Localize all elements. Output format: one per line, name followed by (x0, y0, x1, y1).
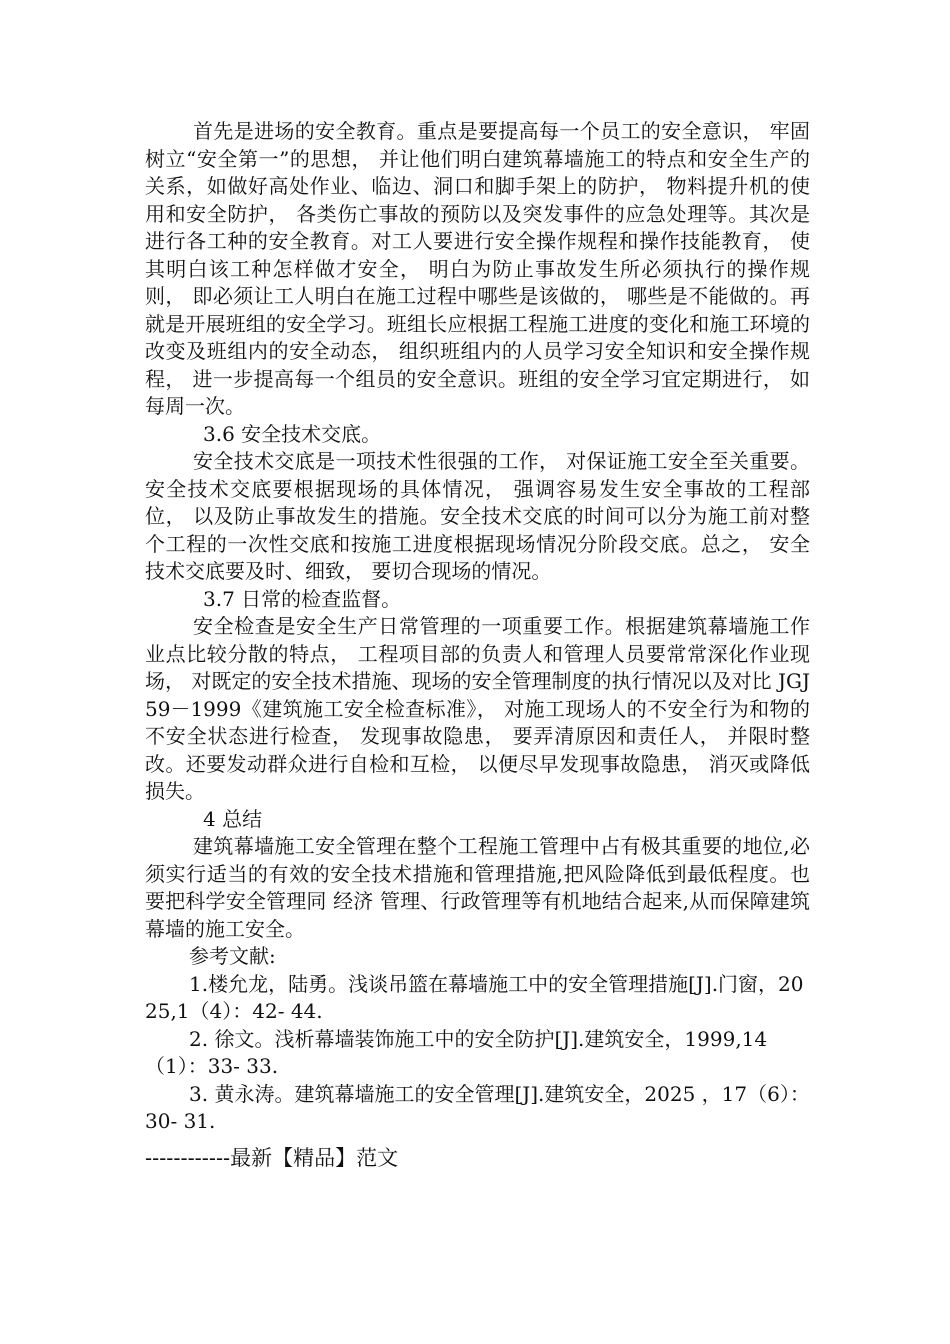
reference-item-2: 2. 徐文。浅析幕墙装饰施工中的安全防护[J].建筑安全，1999,14（1）：33- 33. (145, 1026, 768, 1078)
paragraph-tech-briefing: 安全技术交底是一项技术性很强的工作， 对保证施工安全至关重要。安全技术交底要根据现场的具体情况， 强调容易发生安全事故的工程部位， 以及防止事故发生的措施。安全技术交底的时间可以分为施工前对整个工程的一次性交底和按施工进度根据现场情况分阶段交底。总之， 安全技术交底要及时、细致， 要切合现场的情况。 (145, 449, 810, 583)
references-title: 参考文献: (189, 944, 276, 968)
document-body (145, 118, 810, 1136)
page-footer: ------------最新【精品】范文 (145, 1146, 399, 1170)
section-heading-3-6: 3.6 安全技术交底。 (203, 421, 382, 446)
paragraph-inspection: 安全检查是安全生产日常管理的一项重要工作。根据建筑幕墙施工作业点比较分散的特点， 工程项目部的负责人和管理人员要常常深化作业现场， 对既定的安全技术措施、现场的安全管理制度的执行情况以及对比 JGJ 59－1999《建筑施工安全检查标准》， 对施工现场人的不安全行为和物的不安全状态进行检查， 发现事故隐患， 要弄清原因和责任人， 并限时整改。还要发动群众进行自检和互检， 以便尽早发现事故隐患， 消灭或降低损失。 (145, 614, 810, 803)
paragraph-safety-education: 首先是进场的安全教育。重点是要提高每一个员工的安全意识， 牢固树立“安全第一”的思想， 并让他们明白建筑幕墙施工的特点和安全生产的关系，如做好高处作业、临边、洞口和脚手架上的防护， 物料提升机的使用和安全防护， 各类伤亡事故的预防以及突发事件的应急处理等。其次是进行各工种的安全教育。对工人要进行安全操作规程和操作技能教育， 使其明白该工种怎样做才安全， 明白为防止事故发生所必须执行的操作规则， 即必须让工人明白在施工过程中哪些是该做的， 哪些是不能做的。再就是开展班组的安全学习。班组长应根据工程施工进度的变化和施工环境的改变及班组内的安全动态， 组织班组内的人员学习安全知识和安全操作规程， 进一步提高每一个组员的安全意识。班组的安全学习宜定期进行， 如每周一次。 (145, 119, 810, 418)
section-heading-3-7: 3.7 日常的检查监督。 (203, 586, 402, 611)
reference-item-1: 1.楼允龙，陆勇。浅谈吊篮在幕墙施工中的安全管理措施[J].门窗，2025,1（4）：42- 44. (145, 971, 804, 1023)
paragraph-summary: 建筑幕墙施工安全管理在整个工程施工管理中占有极其重要的地位,必须实行适当的有效的安全技术措施和管理措施,把风险降低到最低程度。也要把科学安全管理同 经济 管理、行政管理等有机地结合起来,从而保障建筑幕墙的施工安全。 (145, 834, 810, 941)
section-heading-4: 4 总结 (203, 806, 263, 831)
reference-item-3: 3. 黄永涛。建筑幕墙施工的安全管理[J].建筑安全，2025 ，17（6）：30- 31. (145, 1081, 810, 1133)
